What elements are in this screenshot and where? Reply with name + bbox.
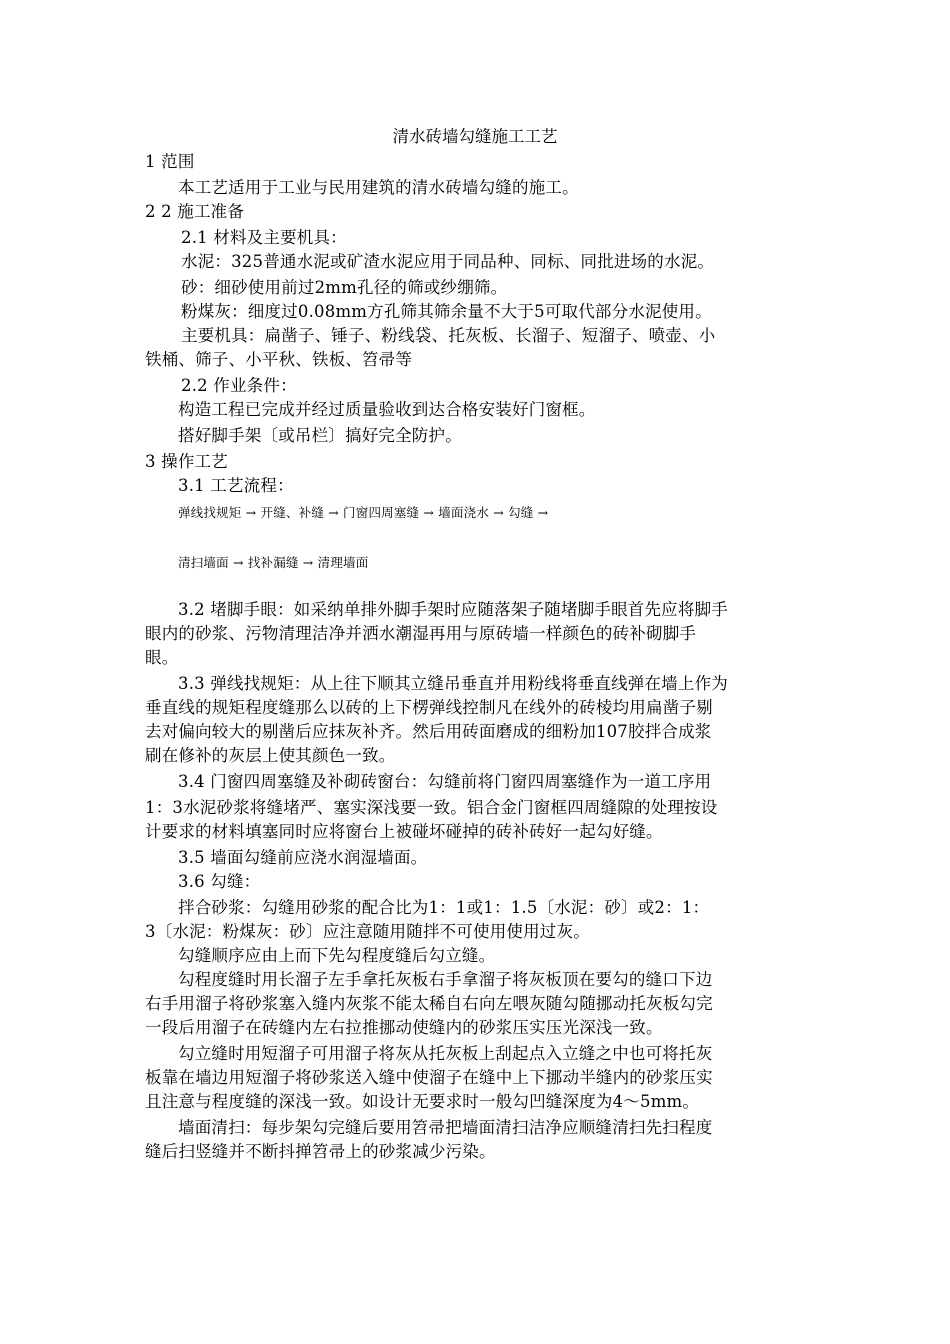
body-line-24: 3.4 门窗四周塞缝及补砌砖窗台：勾缝前将门窗四周塞缝作为一道工序用 bbox=[178, 772, 712, 791]
body-line-20: 3.3 弹线找规矩：从上往下顺其立缝吊垂直并用粉线将垂直线弹在墙上作为 bbox=[178, 674, 728, 693]
body-line-14: 3.1 工艺流程： bbox=[178, 476, 294, 495]
body-line-1: 1 范围 bbox=[145, 152, 195, 171]
body-line-19: 眼。 bbox=[145, 648, 179, 667]
body-line-34: 一段后用溜子在砖缝内左右拉推挪动使缝内的砂浆压实压光深浅一致。 bbox=[145, 1018, 663, 1037]
body-line-18: 眼内的砂浆、污物清理洁净并洒水潮湿再用与原砖墙一样颜色的砖补砌脚手 bbox=[145, 624, 697, 643]
body-line-16: 清扫墙面 → 找补漏缝 → 清理墙面 bbox=[178, 555, 369, 570]
body-line-30: 3〔水泥：粉煤灰：砂〕应注意随用随拌不可使用使用过灰。 bbox=[145, 922, 590, 941]
body-line-17: 3.2 堵脚手眼：如采纳单排外脚手架时应随落架子随堵脚手眼首先应将脚手 bbox=[178, 600, 728, 619]
body-line-36: 板靠在墙边用短溜子将砂浆送入缝中使溜子在缝中上下挪动半缝内的砂浆压实 bbox=[145, 1068, 713, 1087]
body-line-37: 且注意与程度缝的深浅一致。如设计无要求时一般勾凹缝深度为4～5mm。 bbox=[145, 1092, 700, 1111]
body-line-28: 3.6 勾缝： bbox=[178, 872, 261, 891]
body-line-33: 右手用溜子将砂浆塞入缝内灰浆不能太稀自右向左喂灰随勾随挪动托灰板勾完 bbox=[145, 994, 713, 1013]
body-line-38: 墙面清扫：每步架勾完缝后要用笤帚把墙面清扫洁净应顺缝清扫先扫程度 bbox=[178, 1118, 713, 1137]
body-line-7: 粉煤灰：细度过0.08mm方孔筛其筛余量不大于5可取代部分水泥使用。 bbox=[181, 302, 712, 321]
body-line-31: 勾缝顺序应由上而下先勾程度缝后勾立缝。 bbox=[178, 946, 496, 965]
body-line-32: 勾程度缝时用长溜子左手拿托灰板右手拿溜子将灰板顶在要勾的缝口下边 bbox=[178, 970, 713, 989]
body-line-9: 铁桶、筛子、小平秋、铁板、笤帚等 bbox=[145, 350, 413, 369]
body-line-15: 弹线找规矩 → 开缝、补缝 → 门窗四周塞缝 → 墙面浇水 → 勾缝 → bbox=[178, 505, 549, 520]
body-line-4: 2.1 材料及主要机具： bbox=[181, 228, 347, 247]
body-line-3: 2 2 施工准备 bbox=[145, 202, 245, 221]
document-title: 清水砖墙勾缝施工工艺 bbox=[392, 127, 558, 146]
body-line-6: 砂：细砂使用前过2mm孔径的筛或纱绷筛。 bbox=[181, 278, 508, 297]
body-line-13: 3 操作工艺 bbox=[145, 452, 228, 471]
body-line-27: 3.5 墙面勾缝前应浇水润湿墙面。 bbox=[178, 848, 428, 867]
body-line-11: 构造工程已完成并经过质量验收到达合格安装好门窗框。 bbox=[178, 400, 596, 419]
body-line-25: 1：3水泥砂浆将缝堵严、塞实深浅要一致。铝合金门窗框四周缝隙的处理按设 bbox=[145, 798, 718, 817]
body-line-8: 主要机具：扁凿子、锤子、粉线袋、托灰板、长溜子、短溜子、喷壶、小 bbox=[181, 326, 716, 345]
body-line-12: 搭好脚手架〔或吊栏〕搞好完全防护。 bbox=[178, 426, 462, 445]
body-line-26: 计要求的材料填塞同时应将窗台上被碰坏碰掉的砖补砖好一起勾好缝。 bbox=[145, 822, 663, 841]
body-line-35: 勾立缝时用短溜子可用溜子将灰从托灰板上刮起点入立缝之中也可将托灰 bbox=[178, 1044, 713, 1063]
body-line-21: 垂直线的规矩程度缝那么以砖的上下楞弹线控制凡在线外的砖棱均用扁凿子剔 bbox=[145, 698, 713, 717]
body-line-5: 水泥：325普通水泥或矿渣水泥应用于同品种、同标、同批进场的水泥。 bbox=[181, 252, 715, 271]
body-line-29: 拌合砂浆：勾缝用砂浆的配合比为1：1或1：1.5〔水泥：砂〕或2：1： bbox=[178, 898, 710, 917]
body-line-22: 去对偏向较大的剔凿后应抹灰补齐。然后用砖面磨成的细粉加107胶拌合成浆 bbox=[145, 722, 712, 741]
body-line-39: 缝后扫竖缝并不断抖掸笤帚上的砂浆减少污染。 bbox=[145, 1142, 496, 1161]
body-line-10: 2.2 作业条件： bbox=[181, 376, 297, 395]
body-line-23: 刷在修补的灰层上使其颜色一致。 bbox=[145, 746, 396, 765]
body-line-2: 本工艺适用于工业与民用建筑的清水砖墙勾缝的施工。 bbox=[178, 178, 579, 197]
